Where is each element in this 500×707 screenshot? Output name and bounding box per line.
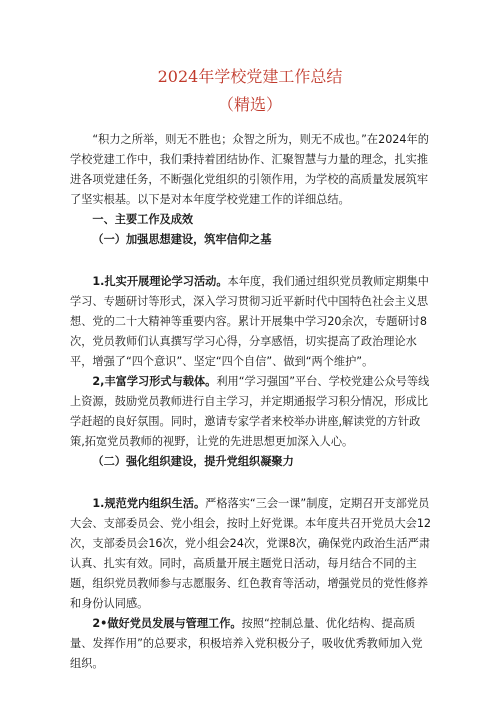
paragraph-2: [70, 372, 433, 452]
paragraph-1-text: 本年度，我们通过组织党员教师定期集中学习、专题研讨等形式，深入学习贯彻习近平新时代中国特色社会主义思想、党的二十大精神等重要内容。累计开展集中学习20余次，专题研讨8次，党员教师们认真撰写学习心得，分享感悟，切实提高了政治理论水平，增强了“四个意识”、坚定“四个自信”、做到“两个维护”。: [70, 274, 429, 368]
paragraph-1-heading: 扎实开展理论学习活动。: [104, 274, 228, 288]
paragraph-4-heading: 做好党员发展与管理工作。: [107, 617, 242, 631]
paragraph-1-number: 1.: [92, 274, 105, 288]
intro-paragraph: “积力之所举，则无不胜也；众智之所为，则无不成也。”在2024年的学校党建工作中，我们秉持着团结协作、汇聚智慧与力量的理念，扎实推进各项党建任务，不断强化党组织的引领作用，为学校的高质量发展筑牢了坚实根基。以下是对本年度学校党建工作的详细总结。: [70, 133, 429, 207]
paragraph-3: [70, 494, 433, 615]
paragraph-2-text: 利用“学习强国”平台、学校党建公众号等线上资源，鼓励党员教师进行自主学习，并定期通报学习积分情况，形成比学赶超的良好氛围。同时，邀请专家学者来校举办讲座,解读党的方针政策,拓宽党员教师的视野，让党的先进思想更加深入人心。: [70, 375, 430, 449]
document-body: [70, 130, 433, 674]
subsection-heading-1: （一）加强思想建设，筑牢信仰之基: [92, 233, 272, 247]
paragraph-2-number: 2,: [92, 375, 105, 389]
spacer: [70, 251, 433, 272]
section-heading-1: 一、主要工作及成效: [92, 213, 194, 227]
paragraph-1: [70, 272, 433, 372]
paragraph-2-heading: 丰富学习形式与载体。: [104, 375, 217, 389]
document-title: 2024年学校党建工作总结: [157, 67, 343, 86]
spacer: [70, 473, 433, 494]
paragraph-4-number: 2•: [92, 617, 108, 631]
document-subtitle: （精选）: [217, 95, 282, 114]
paragraph-3-heading: 规范党内组织生活。: [104, 496, 206, 510]
paragraph-3-text: 严格落实“三会一课”制度，定期召开支部党员大会、支部委员会、党小组会，按时上好党课。本年度共召开党员大会12次，支部委员会16次，党小组会24次，党课8次，确保党内政治生活严肃认真、扎实有效。同时，高质量开展主题党日活动，每月结合不同的主题，组织党员教师参与志愿服务、红色教育等活动，增强党员的党性修养和身份认同感。: [70, 496, 432, 610]
subsection-heading-2: （二）强化组织建设，提升党组织凝聚力: [92, 455, 294, 469]
paragraph-3-number: 1.: [92, 496, 105, 510]
paragraph-4-text: 按照“控制总量、优化结构、提高质量、发挥作用”的总要求，积极培养入党积极分子，吸收优秀教师加入党组织。: [70, 617, 423, 671]
paragraph-4: [70, 614, 433, 674]
